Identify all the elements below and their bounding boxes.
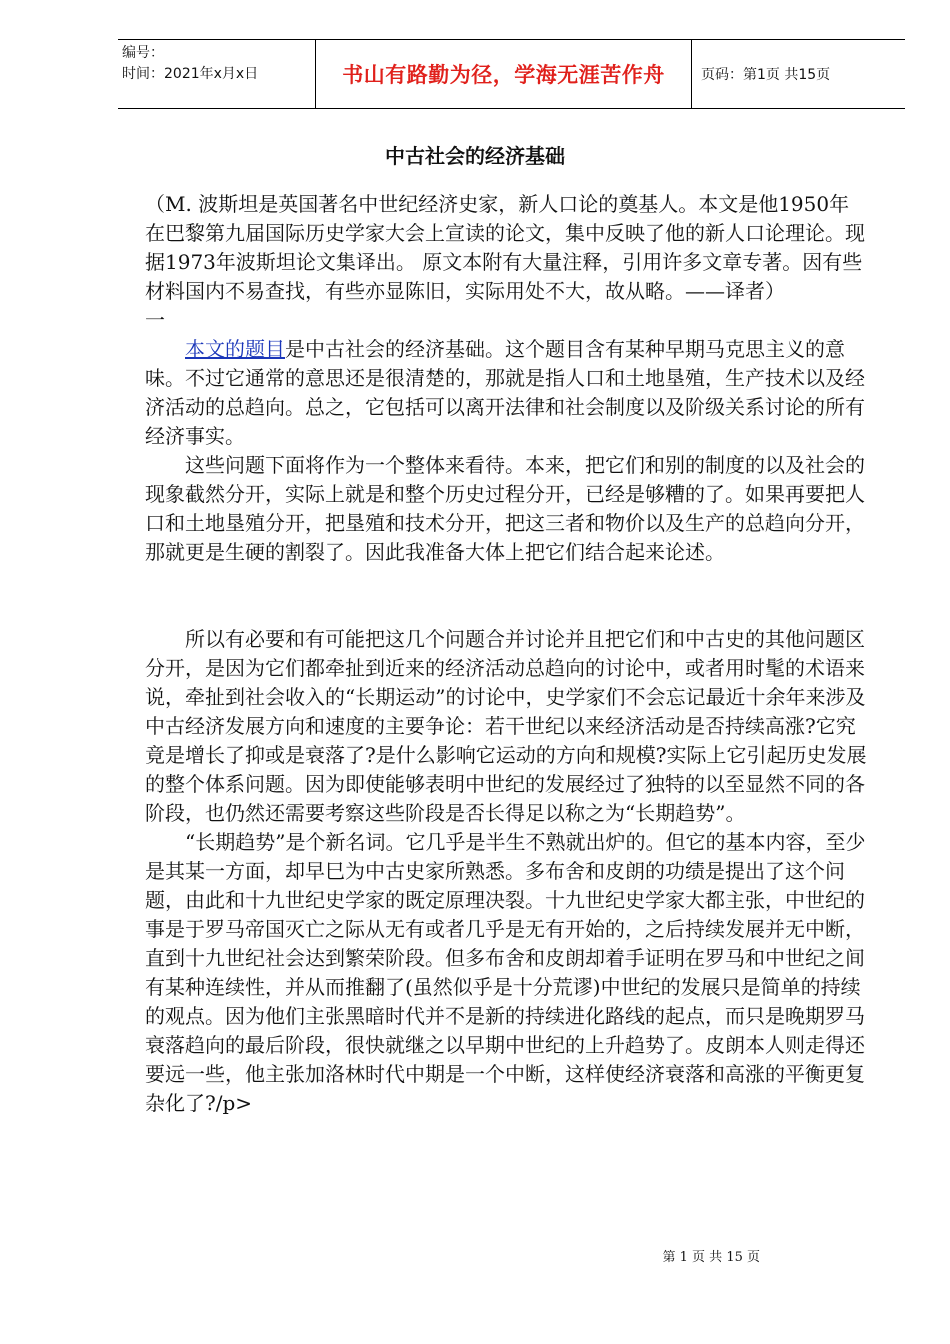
section-number: 一 bbox=[145, 308, 165, 332]
paragraph-1-text: 是中古社会的经济基础。这个题目含有某种早期马克思主义的意味。不过它通常的意思还是很清楚的，那就是指人口和土地垦殖，生产技术以及经济活动的总趋向。总之，它包括可以离开法律和社会制度以及阶级关系讨论的所有经济事实。 bbox=[145, 337, 865, 448]
header-motto: 书山有路勤为径，学海无涯苦作舟 bbox=[315, 40, 692, 108]
paragraph-2: 这些问题下面将作为一个整体来看待。本来，把它们和别的制度的以及社会的现象截然分开，实际上就是和整个历史过程分开，已经是够糟的了。如果再要把人口和土地垦殖分开，把垦殖和技术分开，把这三者和物价以及生产的总趋向分开，那就更是生硬的割裂了。因此我准备大体上把它们结合起来论述。 bbox=[145, 453, 865, 564]
translator-note: （M. 波斯坦是英国著名中世纪经济史家，新人口论的奠基人。本文是他1950年在巴黎第九届国际历史学家大会上宣读的论文，集中反映了他的新人口论理论。现据1973年波斯坦论文集译出。 原文本附有大量注释，引用许多文章专著。因有些材料国内不易查找，有些亦显陈旧，实际用处不大，故从略。——译者） bbox=[145, 192, 865, 303]
document-body bbox=[145, 190, 867, 1118]
header-page-number: 页码：第1页 共15页 bbox=[701, 67, 831, 83]
header-number: 编号： bbox=[122, 45, 164, 61]
paragraph-4: “长期趋势”是个新名词。它几乎是半生不熟就出炉的。但它的基本内容，至少是其某一方面，却早巳为中古史家所熟悉。多布舍和皮朗的功绩是提出了这个问题，由此和十九世纪史学家的既定原理决裂。十九世纪史学家大都主张，中世纪的事是于罗马帝国灭亡之际从无有或者几乎是无有开始的，之后持续发展并无中断，直到十九世纪社会达到繁荣阶段。但多布舍和皮朗却着手证明在罗马和中世纪之间有某种连续性，并从而推翻了(虽然似乎是十分荒谬)中世纪的发展只是简单的持续的观点。因为他们主张黑暗时代并不是新的持续进化路线的起点，而只是晚期罗马衰落趋向的最后阶段，很快就继之以早期中世纪的上升趋势了。皮朗本人则走得还要远一些，他主张加洛林时代中期是一个中断，这样使经济衰落和高涨的平衡更复杂化了?/p> bbox=[145, 830, 866, 1115]
header-time: 时间：2021年x月x日 bbox=[122, 66, 259, 82]
header-info-cell bbox=[118, 40, 315, 108]
title-link[interactable]: 本文的题目 bbox=[185, 337, 285, 361]
paragraph-3: 所以有必要和有可能把这几个问题合并讨论并且把它们和中古史的其他问题区分开，是因为它们都牵扯到近来的经济活动总趋向的讨论中，或者用时髦的术语来说，牵扯到社会收入的“长期运动”的讨论中，史学家们不会忘记最近十余年来涉及中古经济发展方向和速度的主要争论：若干世纪以来经济活动是否持续高涨?它究竟是增长了抑或是衰落了?是什么影响它运动的方向和规模?实际上它引起历史发展的整个体系问题。因为即使能够表明中世纪的发展经过了独特的以至显然不同的各阶段，也仍然还需要考察这些阶段是否长得足以称之为“长期趋势”。 bbox=[145, 627, 867, 825]
paragraph-1 bbox=[145, 335, 867, 451]
page-header bbox=[118, 39, 905, 109]
page-footer: 第 1 页 共 15 页 bbox=[662, 1250, 760, 1265]
document-title: 中古社会的经济基础 bbox=[385, 144, 565, 168]
